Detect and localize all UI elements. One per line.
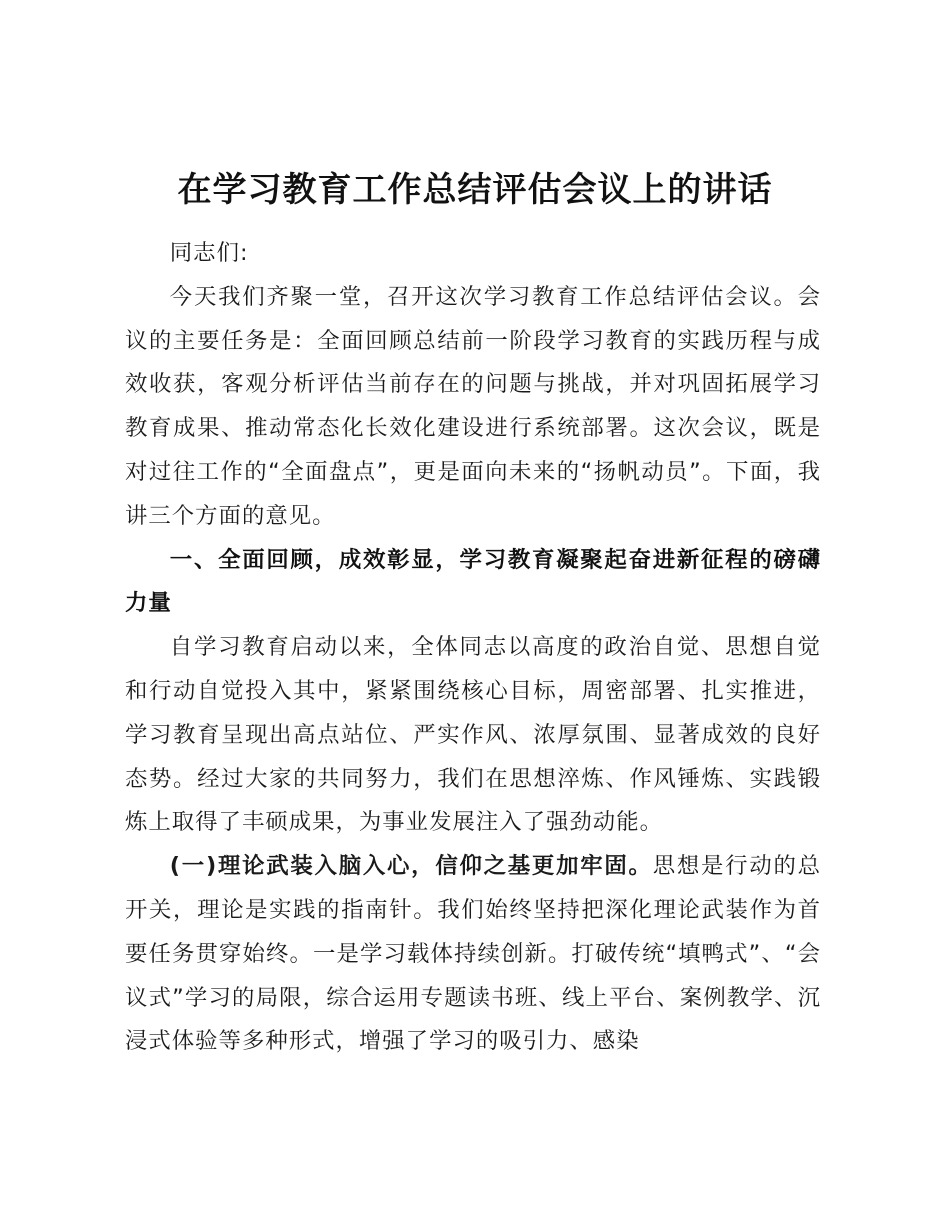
paragraph-section-1: 自学习教育启动以来，全体同志以高度的政治自觉、思想自觉和行动自觉投入其中，紧紧围绕核心目标，周密部署、扎实推进，学习教育呈现出高点站位、严实作风、浓厚氛围、显著成效的良好态势。经过大家的共同努力，我们在思想淬炼、作风锤炼、实践锻炼上取得了丰硕成果，为事业发展注入了强劲动能。 <box>125 634 821 836</box>
document-title: 在学习教育工作总结评估会议上的讲话 <box>177 170 773 210</box>
paragraph-subsection-1 <box>125 845 821 1064</box>
section-heading-1: 一、全面回顾，成效彰显，学习教育凝聚起奋进新征程的磅礴力量 <box>125 546 821 617</box>
subsection-lead: (一)理论武装入脑入心，信仰之基更加牢固。 <box>169 853 653 880</box>
salutation: 同志们: <box>169 240 249 266</box>
paragraph-intro: 今天我们齐聚一堂，召开这次学习教育工作总结评估会议。会议的主要任务是：全面回顾总结前一阶段学习教育的实践历程与成效收获，客观分析评估当前存在的问题与挑战，并对巩固拓展学习教育成果、推动常态化长效化建设进行系统部署。这次会议，既是对过往工作的“全面盘点”，更是面向未来的“扬帆动员”。下面，我讲三个方面的意见。 <box>125 283 821 529</box>
document-body <box>125 232 821 1064</box>
subsection-text: 思想是行动的总开关，理论是实践的指南针。我们始终坚持把深化理论武装作为首要任务贯穿始终。一是学习载体持续创新。打破传统“填鸭式”、“会议式”学习的局限，综合运用专题读书班、线上平台、案例教学、沉浸式体验等多种形式，增强了学习的吸引力、感染 <box>125 853 822 1055</box>
